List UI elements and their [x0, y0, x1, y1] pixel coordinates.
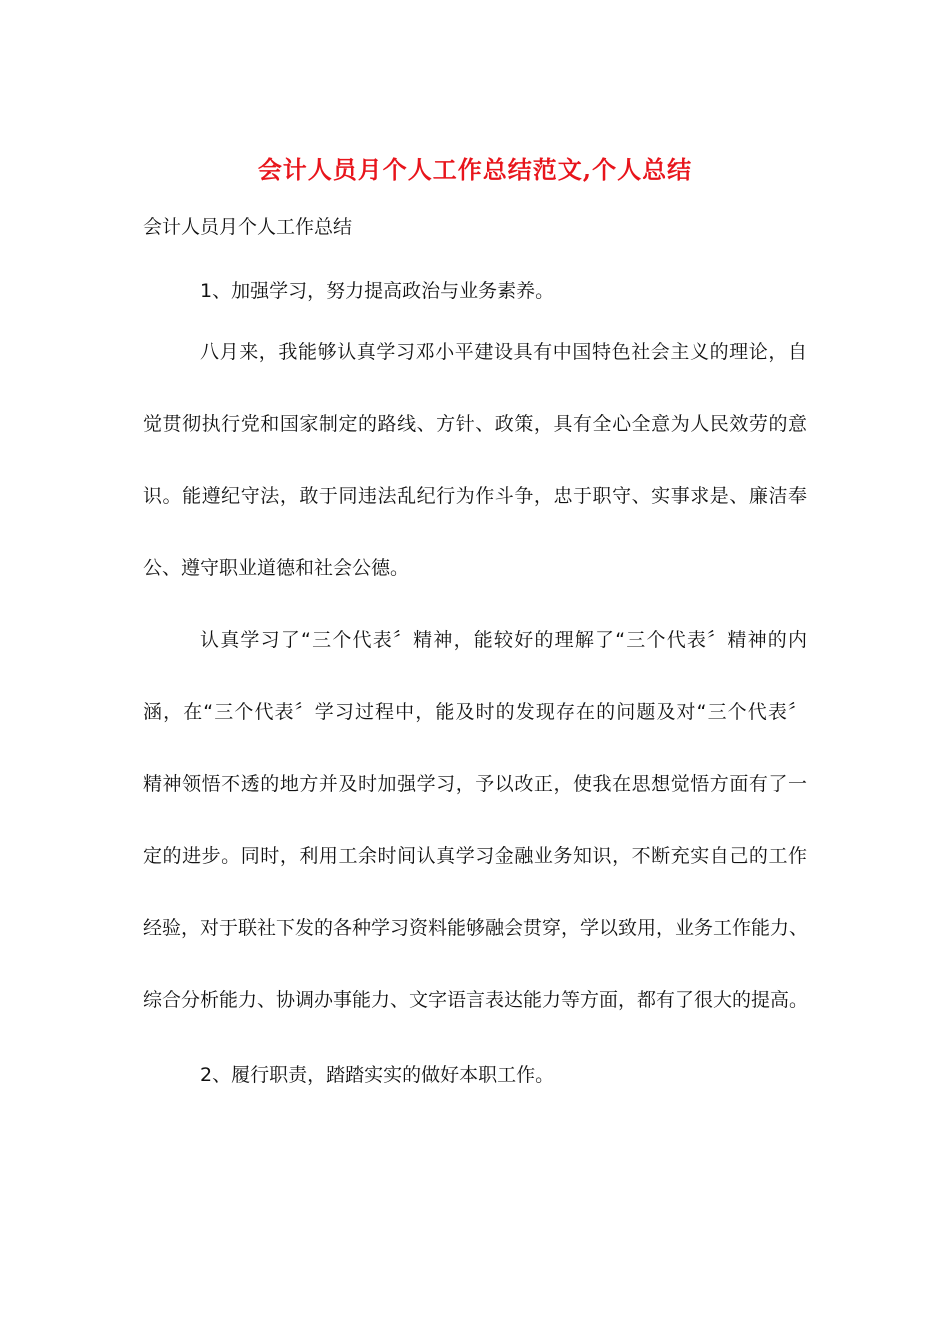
- paragraph-line: 觉贯彻执行党和国家制定的路线、方针、政策，具有全心全意为人民效劳的意: [143, 413, 807, 435]
- paragraph-line: 综合分析能力、协调办事能力、文字语言表达能力等方面，都有了很大的提高。: [143, 989, 809, 1011]
- document-subtitle: 会计人员月个人工作总结: [143, 216, 353, 238]
- paragraph-2: [143, 628, 807, 1060]
- paragraph-line: 定的进步。同时，利用工余时间认真学习金融业务知识，不断充实自己的工作: [143, 845, 807, 867]
- paragraph-1: [143, 340, 807, 628]
- section-heading-1: 1、加强学习，努力提高政治与业务素养。: [200, 280, 555, 302]
- paragraph-line: 识。能遵纪守法，敢于同违法乱纪行为作斗争，忠于职守、实事求是、廉洁奉: [143, 485, 807, 507]
- paragraph-line: 八月来，我能够认真学习邓小平建设具有中国特色社会主义的理论，自: [200, 341, 807, 363]
- paragraph-line: 经验，对于联社下发的各种学习资料能够融会贯穿，学以致用，业务工作能力、: [143, 917, 809, 939]
- paragraph-line: 公、遵守职业道德和社会公德。: [143, 557, 410, 579]
- paragraph-line: 精神领悟不透的地方并及时加强学习，予以改正，使我在思想觉悟方面有了一: [143, 773, 807, 795]
- paragraph-line: 认真学习了“三个代表〞精神，能较好的理解了“三个代表〞精神的内: [200, 629, 807, 651]
- paragraph-line: 涵，在“三个代表〞学习过程中，能及时的发现存在的问题及对“三个代表〞: [143, 701, 807, 723]
- document-title: 会计人员月个人工作总结范文,个人总结: [257, 155, 693, 184]
- section-heading-2: 2、履行职责，踏踏实实的做好本职工作。: [200, 1064, 555, 1086]
